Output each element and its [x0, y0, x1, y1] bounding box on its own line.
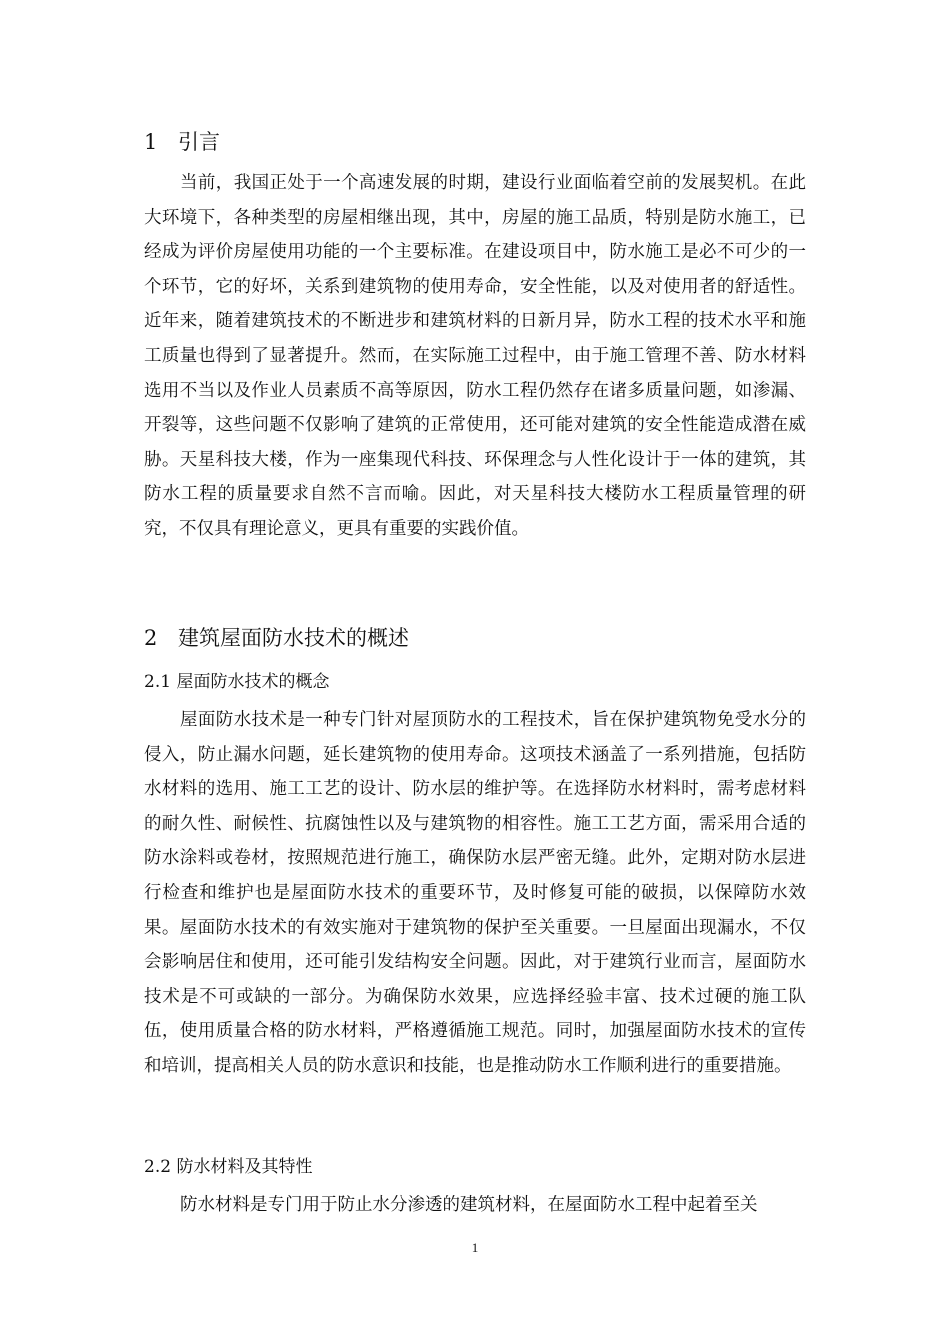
subsection-2-1-paragraph: 屋面防水技术是一种专门针对屋顶防水的工程技术，旨在保护建筑物免受水分的侵入，防止漏水问题，延长建筑物的使用寿命。这项技术涵盖了一系列措施，包括防水材料的选用、施工工艺的设计、防水层的维护等。在选择防水材料时，需考虑材料的耐久性、耐候性、抗腐蚀性以及与建筑物的相容性。施工工艺方面，需采用合适的防水涂料或卷材，按照规范进行施工，确保防水层严密无缝。此外，定期对防水层进行检查和维护也是屋面防水技术的重要环节，及时修复可能的破损，以保障防水效果。屋面防水技术的有效实施对于建筑物的保护至关重要。一旦屋面出现漏水，不仅会影响居住和使用，还可能引发结构安全问题。因此，对于建筑行业而言，屋面防水技术是不可或缺的一部分。为确保防水效果，应选择经验丰富、技术过硬的施工队伍，使用质量合格的防水材料，严格遵循施工规范。同时，加强屋面防水技术的宣传和培训，提高相关人员的防水意识和技能，也是推动防水工作顺利进行的重要措施。: [144, 710, 806, 1076]
section-2-title: 建筑屋面防水技术的概述: [178, 626, 409, 650]
section-1-paragraph: 当前，我国正处于一个高速发展的时期，建设行业面临着空前的发展契机。在此大环境下，各种类型的房屋相继出现，其中，房屋的施工品质，特别是防水施工，已经成为评价房屋使用功能的一个主要标准。在建设项目中，防水施工是必不可少的一个环节，它的好坏，关系到建筑物的使用寿命，安全性能，以及对使用者的舒适性。近年来，随着建筑技术的不断进步和建筑材料的日新月异，防水工程的技术水平和施工质量也得到了显著提升。然而，在实际施工过程中，由于施工管理不善、防水材料选用不当以及作业人员素质不高等原因，防水工程仍然存在诸多质量问题，如渗漏、开裂等，这些问题不仅影响了建筑的正常使用，还可能对建筑的安全性能造成潜在威胁。天星科技大楼，作为一座集现代科技、环保理念与人性化设计于一体的建筑，其防水工程的质量要求自然不言而喻。因此，对天星科技大楼防水工程质量管理的研究，不仅具有理论意义，更具有重要的实践价值。: [144, 173, 806, 539]
section-2-number: 2: [144, 626, 158, 650]
subsection-2-2-heading: 2.2 防水材料及其特性: [144, 1157, 313, 1177]
section-1-title: 引言: [178, 130, 220, 154]
page-number: 1: [471, 1240, 479, 1255]
subsection-2-2-paragraph: 防水材料是专门用于防止水分渗透的建筑材料，在屋面防水工程中起着至关: [180, 1195, 758, 1215]
subsection-2-1-heading: 2.1 屋面防水技术的概念: [144, 672, 330, 692]
section-2-heading: [144, 624, 409, 652]
section-1-number: 1: [144, 130, 158, 154]
section-1-heading: [144, 128, 220, 156]
